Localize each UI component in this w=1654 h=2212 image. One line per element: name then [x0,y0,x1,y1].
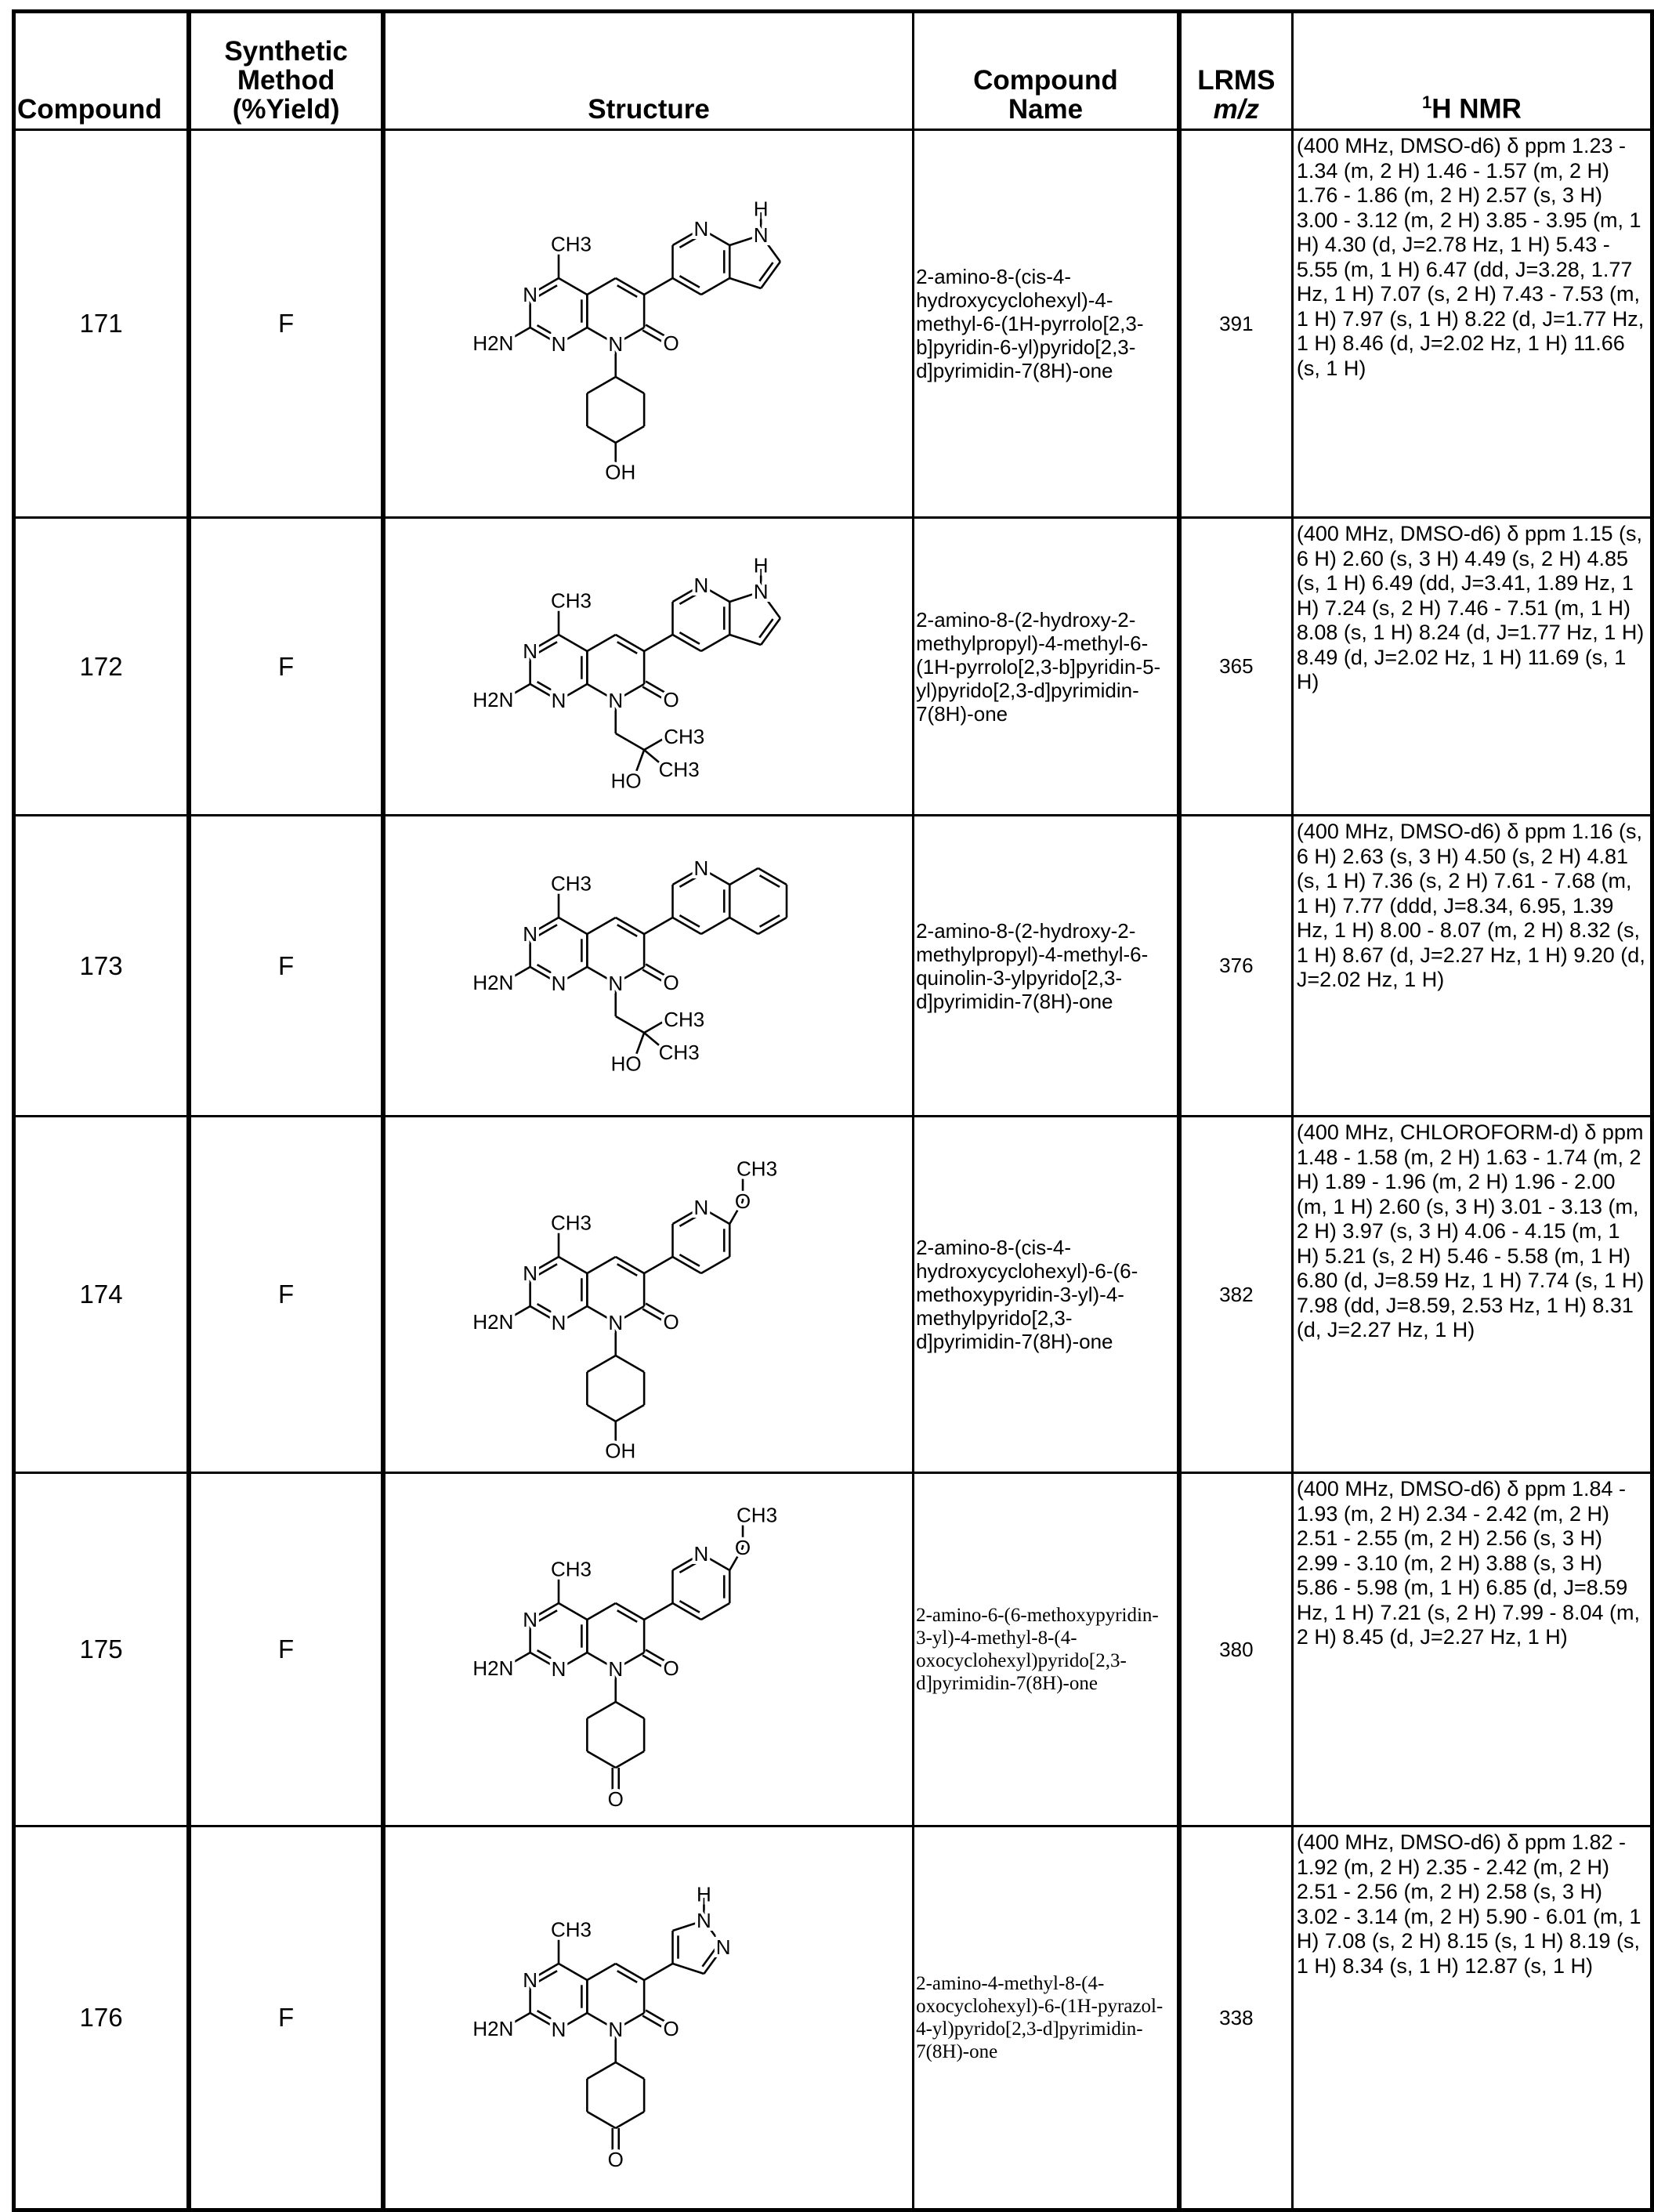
bond [559,278,587,295]
atom-label: N [523,1608,537,1631]
atom-label: N [523,639,537,663]
atom-label: O [735,1189,751,1213]
table-row [14,130,1652,518]
atom-label: O [608,2148,624,2171]
bond [644,1257,672,1273]
bond [644,278,672,295]
compound-number: 174 [14,1117,190,1473]
bond [587,278,615,295]
bond [701,1257,729,1273]
bond [537,925,557,936]
atom-label: N [754,223,769,247]
compound-number: 175 [14,1473,190,1826]
atom-label: HO [611,1052,642,1076]
atom-label: O [664,2017,679,2040]
structure-cell [383,1473,914,1826]
atom-label: OH [605,1439,635,1462]
atom-label: CH3 [551,1918,592,1942]
structure-cell [383,816,914,1117]
atom-label: N [754,580,769,603]
atom-label: O [664,971,679,994]
atom-label: N [694,217,709,241]
nmr-data: (400 MHz, DMSO-d6) δ ppm 1.84 - 1.93 (m, 2 H) 2.34 - 2.42 (m, 2 H) 2.51 - 2.55 (m, 2 H) 2.56 (s, 3 H) 2.99 - 3.10 (m, 2 H) 3.88 (s, 3 H) 5.86 - 5.98 (m, 1 H) 6.85 (d, J=8.59 Hz, 1 H) 7.21 (s, 2 H) 7.99 - 8.04 (m, 2 H) 8.45 (d, J=2.27 Hz, 1 H) [1292,1473,1652,1826]
bond [537,1610,557,1622]
atom-label: CH3 [737,1157,777,1181]
chemical-structure [385,1117,912,1472]
structure-cell [383,1117,914,1473]
header-name [914,12,1179,130]
table-row [14,1473,1652,1826]
compound-number: 171 [14,130,190,518]
compound-name: 2-amino-8-(2-hydroxy-2-methylpropyl)-4-methyl-6-(1H-pyrrolo[2,3-b]pyridin-5-yl)pyrido[2,3-d]pyrimidin-7(8H)-one [914,518,1179,816]
bond [642,1309,665,1322]
bond [559,635,587,651]
compound-data-table [12,9,1654,2212]
atom-label: N [694,1542,709,1566]
bond [616,1751,644,1768]
bond [616,733,644,750]
bond [537,1264,557,1276]
bond [701,635,729,651]
bond [616,1356,644,1372]
header-nmr-sup: 1 [1422,92,1431,112]
atom-label: O [664,1310,679,1334]
synthetic-method: F [189,1473,383,1826]
atom-label: OH [605,460,635,483]
bond [701,278,729,295]
chemical-structure [385,816,912,1115]
bond [759,619,773,638]
header-compound-label: Compound [17,94,162,125]
bond [587,635,615,651]
atom-label: CH3 [659,758,700,781]
chemical-structure [385,1827,912,2208]
structure-cell [383,518,914,816]
atom-label: CH3 [551,233,592,256]
atom-label: CH3 [551,1558,592,1581]
chemical-structure [385,1474,912,1825]
bond [587,1257,615,1273]
bond [729,278,761,288]
table-row [14,518,1652,816]
atom-label: H [754,197,769,221]
atom-label: H [754,554,769,577]
bond [616,426,644,443]
bond [617,925,637,936]
atom-label: O [664,688,679,711]
header-structure [383,12,914,130]
bond [587,2112,615,2128]
atom-label: N [552,689,566,712]
atom-label: N [523,1968,537,1992]
bond [587,1405,615,1421]
lrms-value: 376 [1179,816,1293,1117]
bond [680,632,700,644]
header-name-line: Compound [914,66,1177,95]
bond [729,868,758,885]
structure-cell [383,130,914,518]
bond [559,1603,587,1620]
atom-label: N [716,1935,731,1959]
header-lrms-unit: m/z [1182,95,1291,124]
bond [587,1964,615,1980]
atom-label: N [608,1311,623,1334]
compound-name: 2-amino-8-(2-hydroxy-2-methylpropyl)-4-methyl-6-quinolin-3-ylpyrido[2,3-d]pyrimidin-7(8H)-one [914,816,1179,1117]
table-row [14,1826,1652,2210]
bond [729,635,761,645]
header-name-line: Name [914,95,1177,124]
bond [617,285,637,297]
bond [616,1405,644,1421]
header-method [189,12,383,130]
atom-label: CH3 [551,589,592,613]
bond [642,330,665,343]
synthetic-method: F [189,130,383,518]
compound-name: 2-amino-4-methyl-8-(4-oxocyclohexyl)-6-(1H-pyrazol-4-yl)pyrido[2,3-d]pyrimidin-7(8H)-one [914,1826,1179,2210]
bond [642,2015,665,2029]
table-row [14,1117,1652,1473]
bond [587,918,615,934]
atom-label: N [523,922,537,946]
atom-label: N [552,1657,566,1681]
bond [642,969,665,983]
table-header-row [14,12,1652,130]
atom-label: O [664,331,679,355]
bond [616,2062,644,2079]
compound-number: 173 [14,816,190,1117]
compound-name: 2-amino-8-(cis-4-hydroxycyclohexyl)-6-(6-methoxypyridin-3-yl)-4-methylpyrido[2,3-d]pyrimidin-7(8H)-one [914,1117,1179,1473]
nmr-data: (400 MHz, DMSO-d6) δ ppm 1.82 - 1.92 (m, 2 H) 2.35 - 2.42 (m, 2 H) 2.51 - 2.56 (m, 2 H) 2.58 (s, 3 H) 3.02 - 3.14 (m, 2 H) 5.90 - 6.01 (m, 1 H) 7.08 (s, 2 H) 8.15 (s, 1 H) 8.19 (s, 1 H) 8.34 (s, 1 H) 12.87 (s, 1 H) [1292,1826,1652,2210]
atom-label: N [608,689,623,712]
atom-label: HO [611,769,642,793]
header-method-line: Method [191,66,381,95]
chemical-structure [385,519,912,814]
atom-label: CH3 [664,1008,704,1031]
atom-label: H [697,1883,711,1906]
bond [701,1603,729,1620]
atom-label: N [608,972,623,995]
compound-name: 2-amino-6-(6-methoxypyridin-3-yl)-4-methyl-8-(4-oxocyclohexyl)pyrido[2,3-d]pyrimidin-7(8H)-one [914,1473,1179,1826]
bond [537,642,557,653]
atom-label: O [664,1656,679,1680]
synthetic-method: F [189,1826,383,2210]
bond [760,915,780,927]
atom-label: CH3 [551,1211,592,1235]
bond [617,1610,637,1622]
bond [587,426,615,443]
bond [673,1964,704,1974]
atom-label: H2N [472,971,513,994]
bond [680,276,700,288]
structure-cell [383,1826,914,2210]
lrms-value: 391 [1179,130,1293,518]
atom-label: O [608,1787,624,1811]
header-lrms [1179,12,1293,130]
table-row [14,816,1652,1117]
atom-label: N [523,283,537,306]
header-compound [14,12,190,130]
atom-label: N [608,1657,623,1681]
nmr-data: (400 MHz, CHLOROFORM-d) δ ppm 1.48 - 1.58 (m, 2 H) 1.63 - 1.74 (m, 2 H) 1.89 - 1.96 (m, 2 H) 1.96 - 2.00 (m, 1 H) 2.60 (s, 3 H) 3.01 - 3.13 (m, 2 H) 3.97 (s, 3 H) 4.06 - 4.15 (m, 1 H) 5.21 (s, 2 H) 5.46 - 5.58 (m, 1 H) 6.80 (d, J=8.59 Hz, 1 H) 7.74 (s, 1 H) 7.98 (dd, J=8.59, 2.53 Hz, 1 H) 8.31 (d, J=2.27 Hz, 1 H) [1292,1117,1652,1473]
atom-label: N [552,332,566,356]
compound-number: 176 [14,1826,190,2210]
bond [616,1702,644,1718]
atom-label: CH3 [659,1041,700,1064]
bond [680,915,700,927]
bond [642,686,665,700]
nmr-data: (400 MHz, DMSO-d6) δ ppm 1.16 (s, 6 H) 2.63 (s, 3 H) 4.50 (s, 2 H) 4.81 (s, 1 H) 7.36 (s, 2 H) 7.61 - 7.68 (m, 1 H) 7.77 (ddd, J=8.34, 6.95, 1.39 Hz, 1 H) 8.00 - 8.07 (m, 2 H) 8.32 (s, 1 H) 8.67 (d, J=2.27 Hz, 1 H) 9.20 (d, J=2.02 Hz, 1 H) [1292,816,1652,1117]
compound-number: 172 [14,518,190,816]
bond [587,1603,615,1620]
atom-label: N [608,332,623,356]
atom-label: N [552,1311,566,1334]
bond [587,1751,615,1768]
bond [587,377,615,393]
header-structure-label: Structure [588,94,710,125]
bond [537,1971,557,1982]
bond [587,1702,615,1718]
atom-label: H2N [472,331,513,355]
header-nmr [1292,12,1652,130]
atom-label: CH3 [737,1504,777,1527]
atom-label: N [552,2018,566,2041]
bond [559,1964,587,1980]
bond [680,1254,700,1266]
atom-label: H2N [472,1310,513,1334]
atom-label: N [608,2018,623,2041]
header-method-line: (%Yield) [191,95,381,124]
bond [642,1655,665,1668]
atom-label: H2N [472,1656,513,1680]
bond [644,1964,672,1980]
header-nmr-label: H NMR [1431,94,1522,125]
lrms-value: 365 [1179,518,1293,816]
atom-label: CH3 [664,725,704,748]
bond [644,635,672,651]
bond [760,875,780,887]
atom-label: N [694,1196,709,1219]
bond [759,262,773,281]
atom-label: N [523,1262,537,1285]
atom-label: O [735,1536,751,1559]
bond [617,1264,637,1276]
bond [616,377,644,393]
synthetic-method: F [189,816,383,1117]
nmr-data: (400 MHz, DMSO-d6) δ ppm 1.23 - 1.34 (m, 2 H) 1.46 - 1.57 (m, 2 H) 1.76 - 1.86 (m, 2 H) 2.57 (s, 3 H) 3.00 - 3.12 (m, 2 H) 3.85 - 3.95 (m, 1 H) 4.30 (d, J=2.78 Hz, 1 H) 5.43 - 5.55 (m, 1 H) 6.47 (dd, J=3.28, 1.77 Hz, 1 H) 7.07 (s, 2 H) 7.43 - 7.53 (m, 1 H) 7.97 (s, 1 H) 8.22 (d, J=1.77 Hz, 1 H) 8.46 (d, J=2.02 Hz, 1 H) 11.66 (s, 1 H) [1292,130,1652,518]
bond [559,1257,587,1273]
bond [616,2112,644,2128]
bond [644,918,672,934]
bond [729,918,758,934]
lrms-value: 382 [1179,1117,1293,1473]
bond [701,918,729,934]
bond [617,1971,637,1982]
lrms-value: 338 [1179,1826,1293,2210]
atom-label: N [694,574,709,597]
bond [587,2062,615,2079]
chemical-structure [385,131,912,516]
atom-label: CH3 [551,872,592,896]
header-method-line: Synthetic [191,37,381,66]
compound-name: 2-amino-8-(cis-4-hydroxycyclohexyl)-4-methyl-6-(1H-pyrrolo[2,3-b]pyridin-6-yl)pyrido[2,3-d]pyrimidin-7(8H)-one [914,130,1179,518]
atom-label: H2N [472,2017,513,2040]
bond [617,642,637,653]
synthetic-method: F [189,1117,383,1473]
header-lrms-line: LRMS [1182,66,1291,95]
bond [587,1356,615,1372]
atom-label: N [697,1909,711,1932]
bond [537,285,557,297]
bond [644,1603,672,1620]
bond [616,1016,644,1033]
atom-label: N [552,972,566,995]
lrms-value: 380 [1179,1473,1293,1826]
synthetic-method: F [189,518,383,816]
bond [703,1948,716,1967]
bond [559,918,587,934]
nmr-data: (400 MHz, DMSO-d6) δ ppm 1.15 (s, 6 H) 2.60 (s, 3 H) 4.49 (s, 2 H) 4.85 (s, 1 H) 6.49 (dd, J=3.41, 1.89 Hz, 1 H) 7.24 (s, 2 H) 7.46 - 7.51 (m, 1 H) 8.08 (s, 1 H) 8.24 (d, J=1.77 Hz, 1 H) 8.49 (d, J=2.02 Hz, 1 H) 11.69 (s, 1 H) [1292,518,1652,816]
bond [680,1601,700,1613]
atom-label: H2N [472,688,513,711]
atom-label: N [694,856,709,880]
